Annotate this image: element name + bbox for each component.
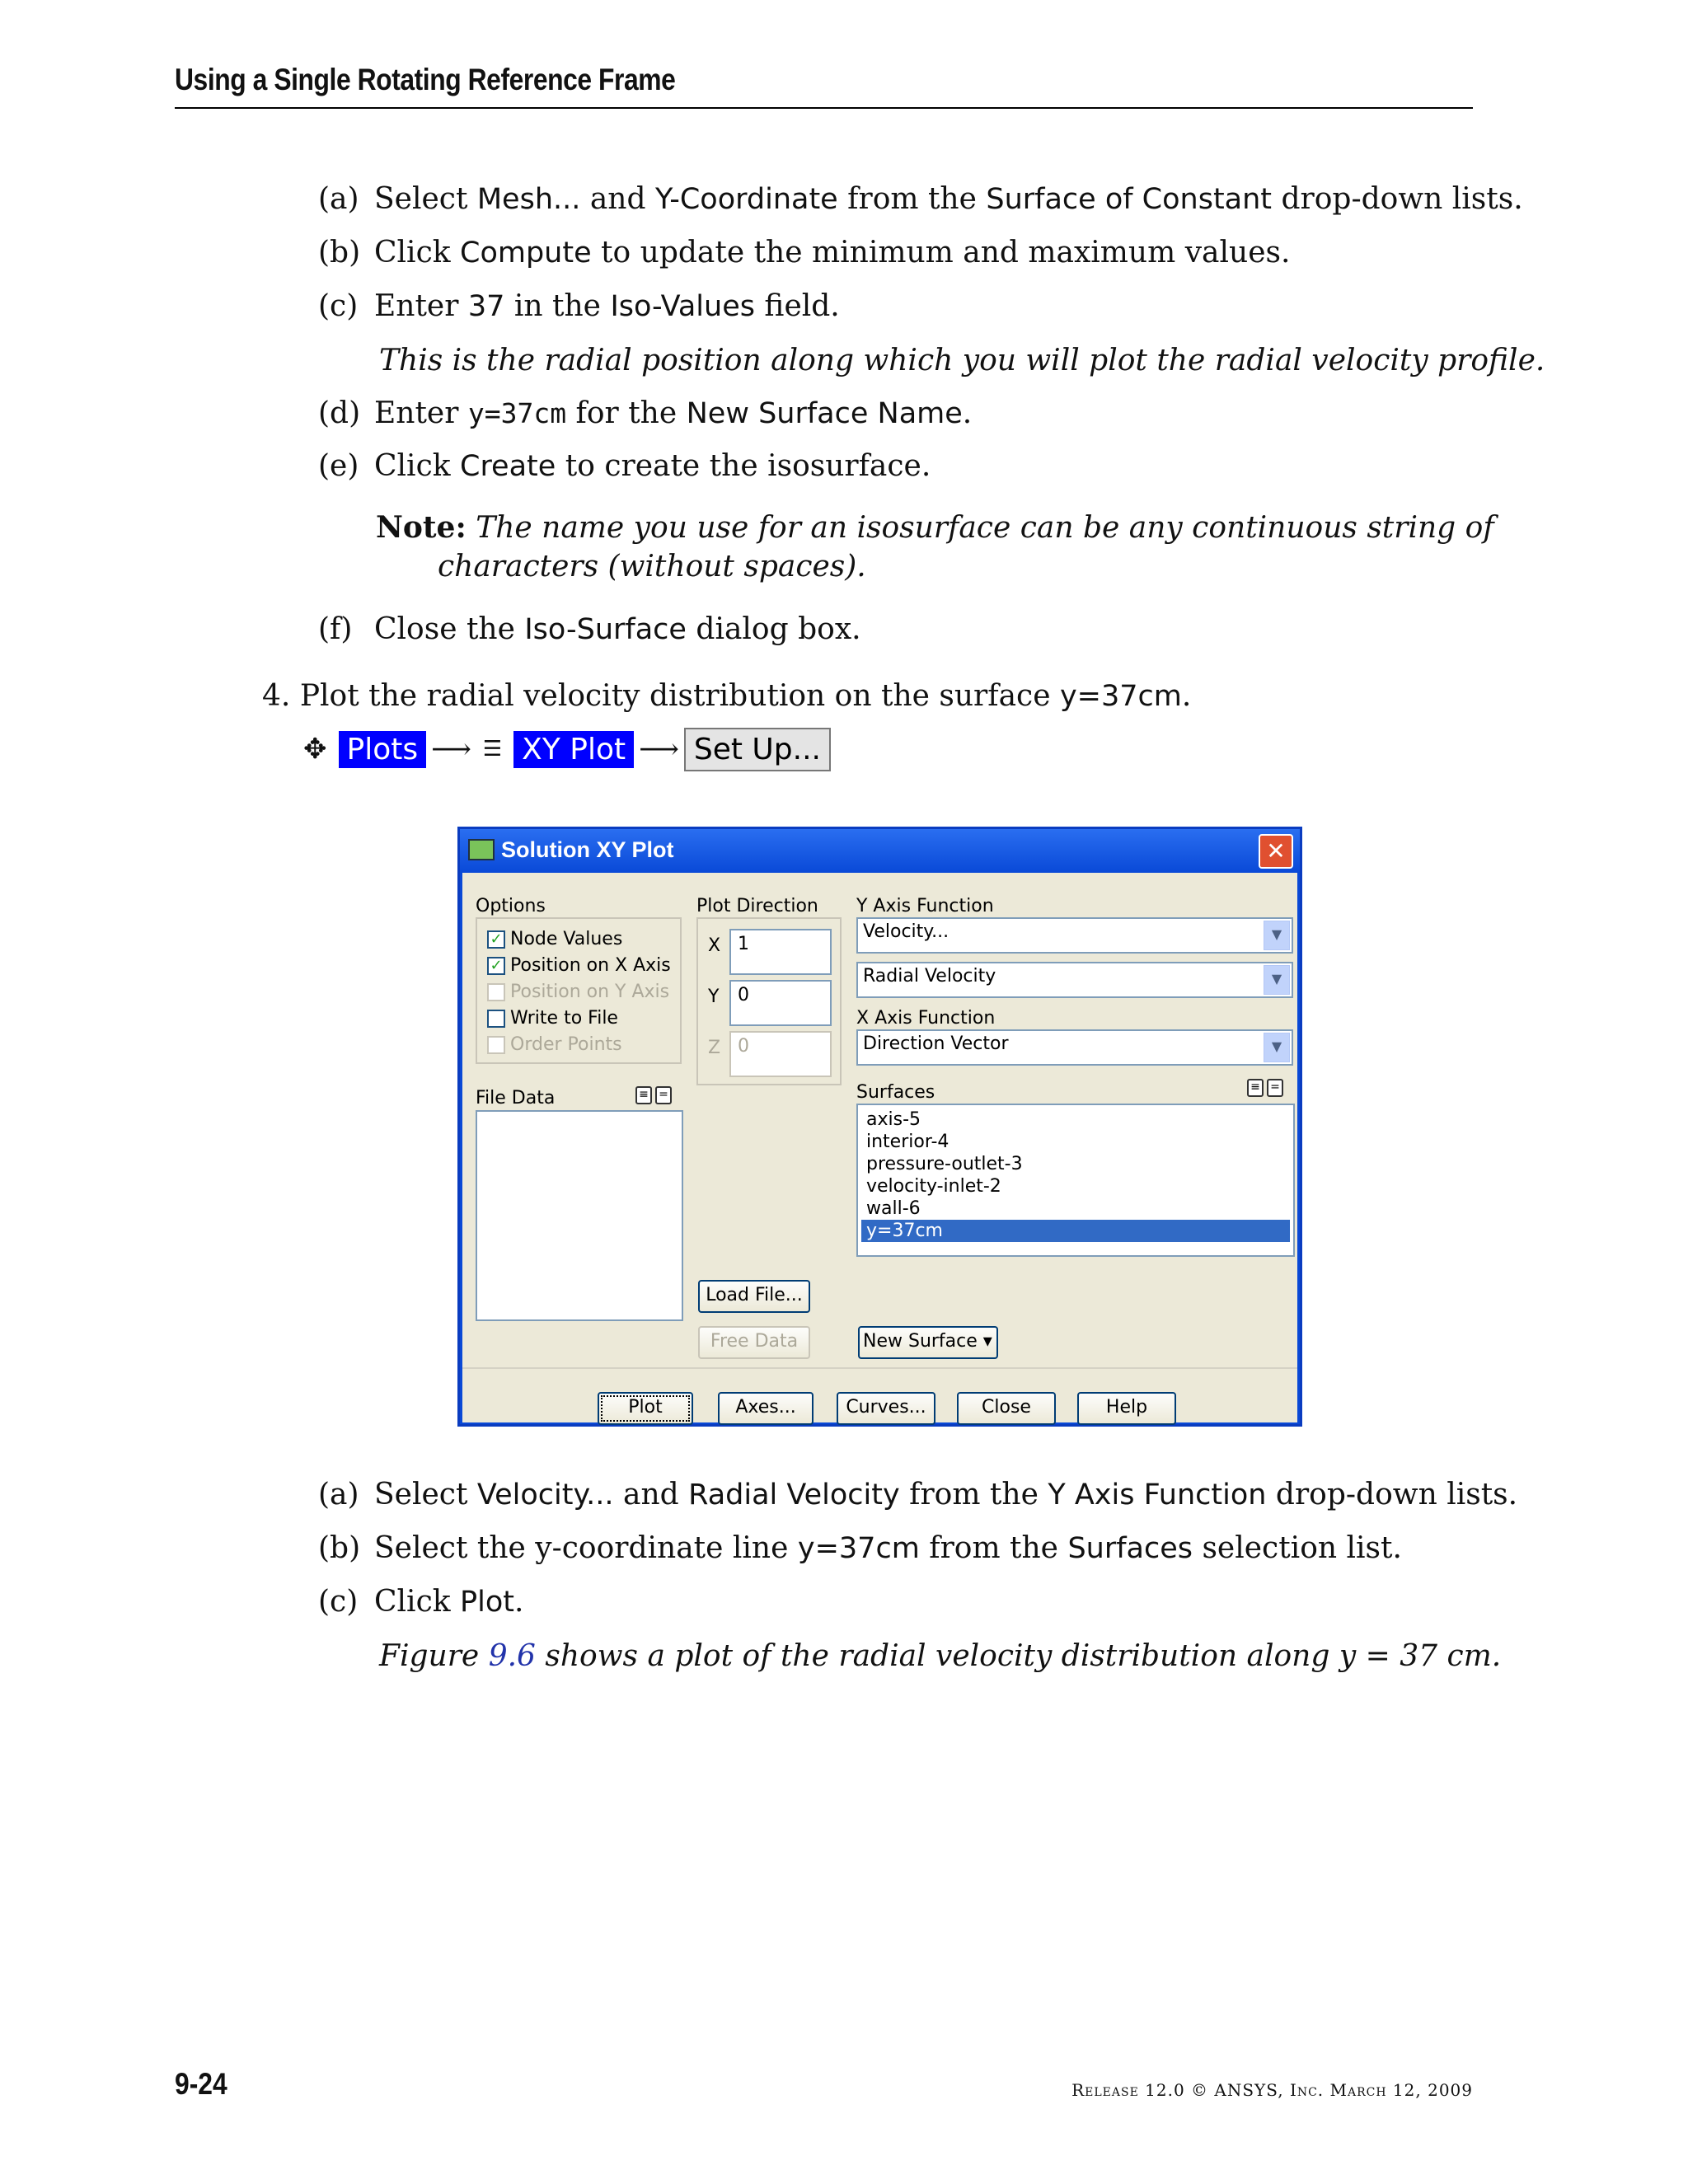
surface-item-selected[interactable]: y=37cm <box>861 1220 1290 1242</box>
checkbox-checked-icon[interactable]: ✓ <box>487 957 505 975</box>
step-4: 4. Plot the radial velocity distribution on the surface y=37cm. <box>262 679 1192 713</box>
y-label: Y <box>708 987 720 1007</box>
checkbox-disabled-icon <box>487 1036 505 1054</box>
surface-item[interactable]: velocity-inlet-2 <box>866 1176 1001 1197</box>
solution-xy-plot-dialog <box>457 827 1302 1427</box>
checkbox-empty-icon[interactable] <box>487 1010 505 1028</box>
step-a-plot: (a) Select Velocity... and Radial Velocity from the Y Axis Function drop-down lists. <box>318 1478 1518 1511</box>
y-axis-category-select[interactable]: Velocity... ▼ <box>856 917 1293 954</box>
chevron-down-icon[interactable]: ▼ <box>1264 921 1290 950</box>
menu-path <box>303 725 831 773</box>
plot-direction-group <box>696 917 842 1085</box>
select-all-icon[interactable]: ≡ <box>1247 1079 1264 1097</box>
surface-item[interactable]: axis-5 <box>866 1109 921 1130</box>
step-d-iso: (d) Enter y=37cm for the New Surface Name. <box>318 396 973 430</box>
dialog-title: Solution XY Plot <box>501 837 674 862</box>
free-data-button: Free Data <box>698 1326 810 1359</box>
close-button[interactable]: Close <box>957 1392 1056 1425</box>
y-direction-field[interactable]: 0 <box>729 980 832 1026</box>
z-label: Z <box>708 1038 721 1058</box>
step-c-iso: (c) Enter 37 in the Iso-Values field. <box>318 289 840 323</box>
note-line-1: Note: The name you use for an isosurface can be any continuous string of <box>376 510 1494 545</box>
path-arrow-icon: ⟶ <box>431 733 471 766</box>
curves-button[interactable]: Curves... <box>837 1392 935 1425</box>
x-label: X <box>708 935 721 956</box>
close-icon[interactable]: ✕ <box>1259 834 1293 869</box>
file-data-heading: File Data <box>476 1088 556 1108</box>
set-up-button[interactable]: Set Up... <box>684 728 831 771</box>
figure-link[interactable]: 9.6 <box>488 1639 536 1673</box>
help-button[interactable]: Help <box>1077 1392 1176 1425</box>
page-header-title: Using a Single Rotating Reference Frame <box>175 63 676 96</box>
option-write-to-file[interactable]: Write to File <box>487 1008 618 1029</box>
page-number: 9-24 <box>175 2067 227 2101</box>
step-c-plot: (c) Click Plot. <box>318 1585 524 1619</box>
x-axis-function-heading: X Axis Function <box>856 1008 996 1029</box>
axes-button[interactable]: Axes... <box>718 1392 814 1425</box>
deselect-all-icon[interactable]: = <box>1267 1079 1283 1097</box>
z-direction-field: 0 <box>729 1031 832 1077</box>
note-line-2: characters (without spaces). <box>438 550 866 583</box>
step-b-iso: (b) Click Compute to update the minimum and maximum values. <box>318 236 1291 269</box>
surfaces-list[interactable] <box>856 1104 1295 1257</box>
y-axis-quantity-select[interactable]: Radial Velocity ▼ <box>856 962 1293 998</box>
options-heading: Options <box>476 896 546 916</box>
plot-direction-heading: Plot Direction <box>696 896 818 916</box>
figure-note: Figure 9.6 shows a plot of the radial velocity distribution along y = 37 cm. <box>379 1639 1502 1673</box>
load-file-button[interactable]: Load File... <box>698 1280 810 1313</box>
chevron-down-icon[interactable]: ▼ <box>1264 965 1290 995</box>
new-surface-dropdown[interactable]: New Surface ▾ <box>858 1326 998 1359</box>
chevron-down-icon[interactable]: ▼ <box>1264 1033 1290 1062</box>
xy-plot-menu-item[interactable]: XY Plot <box>513 731 634 768</box>
step-e-iso: (e) Click Create to create the isosurface. <box>318 449 931 483</box>
dialog-titlebar <box>460 829 1300 872</box>
release-info: Release 12.0 © ANSYS, Inc. March 12, 2009 <box>1071 2080 1473 2100</box>
path-arrow-icon: ⟶ <box>639 733 679 766</box>
plot-button[interactable]: Plot <box>598 1392 693 1425</box>
y-axis-function-heading: Y Axis Function <box>856 896 994 916</box>
options-group <box>476 917 682 1064</box>
option-position-x-axis[interactable]: ✓ Position on X Axis <box>487 955 671 976</box>
step-a-iso: (a) Select Mesh... and Y-Coordinate from the Surface of Constant drop-down lists. <box>318 182 1523 216</box>
file-data-list[interactable] <box>476 1110 683 1321</box>
button-bar-divider <box>462 1367 1297 1369</box>
file-data-select-icons <box>635 1086 672 1104</box>
surface-item[interactable]: wall-6 <box>866 1198 921 1219</box>
surfaces-select-icons <box>1247 1079 1283 1097</box>
move-arrows-icon: ✥ <box>303 733 327 766</box>
app-icon <box>468 839 495 860</box>
surface-item[interactable]: pressure-outlet-3 <box>866 1154 1023 1174</box>
xy-plot-icon: ☰ <box>482 737 503 762</box>
select-all-icon[interactable]: ≡ <box>635 1086 652 1104</box>
step-c-note: This is the radial position along which you will plot the radial velocity profile. <box>379 344 1545 377</box>
checkbox-disabled-icon <box>487 983 505 1001</box>
option-position-y-axis: Position on Y Axis <box>487 982 669 1002</box>
x-axis-function-select[interactable]: Direction Vector ▼ <box>856 1029 1293 1066</box>
step-b-plot: (b) Select the y-coordinate line y=37cm from the Surfaces selection list. <box>318 1531 1402 1565</box>
surface-item[interactable]: interior-4 <box>866 1132 950 1152</box>
dialog-client <box>462 873 1297 1422</box>
step-f-iso: (f) Close the Iso-Surface dialog box. <box>318 612 861 646</box>
header-rule <box>175 107 1473 109</box>
checkbox-checked-icon[interactable]: ✓ <box>487 930 505 949</box>
surfaces-heading: Surfaces <box>856 1082 935 1103</box>
option-node-values[interactable]: ✓ Node Values <box>487 929 622 949</box>
x-direction-field[interactable]: 1 <box>729 929 832 975</box>
deselect-all-icon[interactable]: = <box>655 1086 672 1104</box>
option-order-points: Order Points <box>487 1034 622 1055</box>
plots-menu[interactable]: Plots <box>339 731 427 768</box>
